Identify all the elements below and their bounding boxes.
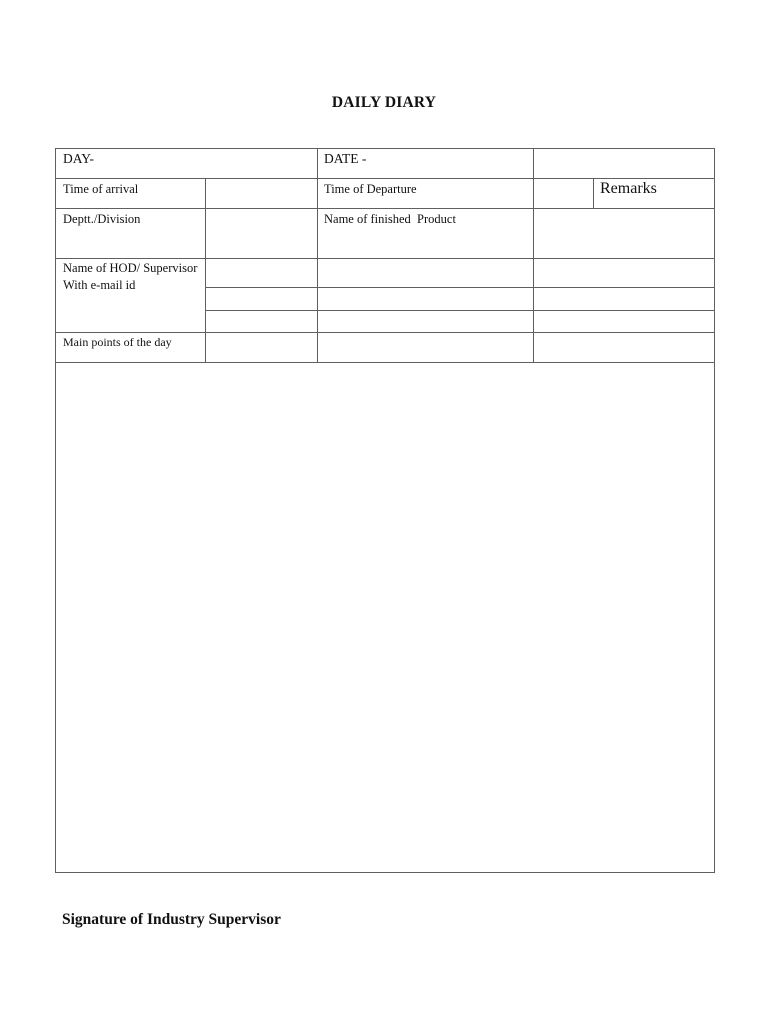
date-value-field[interactable]	[534, 149, 714, 178]
date-label: DATE -	[324, 151, 367, 166]
row-divider	[205, 287, 715, 288]
column-divider	[593, 178, 594, 209]
department-field[interactable]	[206, 209, 317, 258]
department-label: Deptt./Division	[63, 212, 141, 226]
time-of-departure-label: Time of Departure	[324, 182, 417, 196]
main-points-label: Main points of the day	[63, 335, 172, 349]
finished-product-label: Name of finished Product	[324, 212, 456, 226]
hod-name-field[interactable]	[206, 259, 317, 287]
hod-supervisor-label: Name of HOD/ Supervisor With e-mail id	[63, 261, 198, 292]
row-divider	[205, 310, 715, 311]
row-divider	[55, 258, 715, 259]
time-of-departure-field[interactable]	[534, 179, 593, 208]
time-of-arrival-field[interactable]	[206, 179, 317, 208]
time-of-arrival-label: Time of arrival	[63, 182, 139, 196]
table-border-bottom	[55, 872, 715, 873]
row-divider	[55, 332, 715, 333]
diary-notes-area[interactable]	[56, 363, 714, 872]
page-title: DAILY DIARY	[331, 94, 437, 111]
column-divider	[317, 148, 318, 363]
remarks-label: Remarks	[600, 180, 657, 197]
row-divider	[55, 178, 715, 179]
day-label: DAY-	[63, 151, 95, 166]
finished-product-field[interactable]	[534, 209, 714, 258]
signature-label: Signature of Industry Supervisor	[62, 911, 281, 928]
main-points-field[interactable]	[206, 333, 317, 362]
table-border-right	[714, 148, 715, 873]
